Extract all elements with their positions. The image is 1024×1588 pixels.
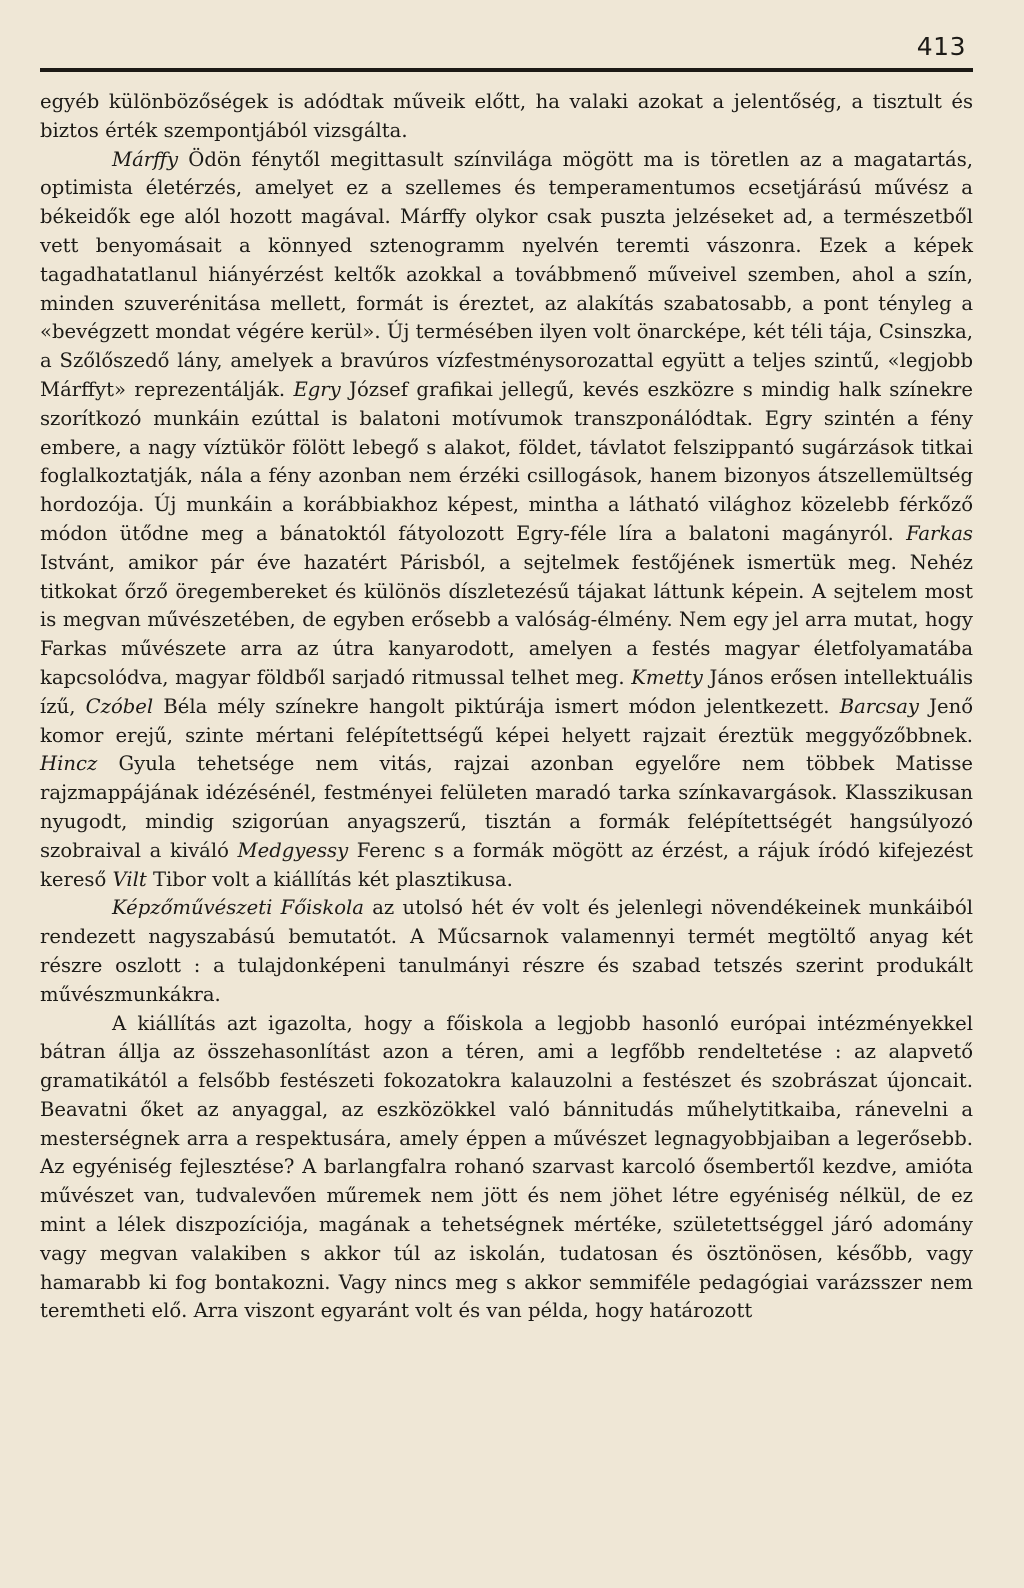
- paragraph-1: [40, 88, 973, 146]
- page-number: 413: [916, 32, 966, 61]
- artist-name: Medgyessy: [237, 838, 349, 862]
- artist-name: Kmetty: [631, 665, 703, 689]
- paragraph-2: [40, 146, 973, 895]
- paragraph-text: Ferenc s a formák mögött az érzést, a rájuk íródó kifejezést kereső: [40, 838, 973, 891]
- artist-name: Barcsay: [839, 694, 919, 718]
- artist-name: Vilt: [112, 867, 147, 891]
- paragraph-text: József grafikai jellegű, kevés eszközre s mindig halk színekre szorítkozó munkáin ezúttal is balatoni motívumok transzponálódtak. Egry szintén a fény embere, a nagy víztükör fölött lebegő s alakot, földet, távlatot felszippantó sugárzások titkai foglalkoztatják, nála a fény azonban nem érzéki csillogások, hanem bizonyos átszellemültség hordozója. Új munkáin a korábbiakhoz képest, mintha a látható világhoz közelebb férkőző módon ütődne meg a bánatoktól fátyolozott Egry-féle líra a balatoni magányról.: [40, 377, 973, 545]
- artist-name: Hincz: [40, 752, 98, 776]
- paragraph-3: [40, 894, 973, 1009]
- header-rule: [40, 68, 973, 72]
- paragraph-text: A kiállítás azt igazolta, hogy a főiskola a legjobb hasonló európai intézményekkel bátran állja az összehasonlítást azon a téren, ami a legfőbb rendeltetése : az alapvető gramatikától a felsőbb festészeti fokozatokra kalauzolni a festészet és szobrászat újoncait. Beavatni őket az anyaggal, az eszközökkel való bánnitudás műhelytitkaiba, ránevelni a mesterségnek arra a respektusára, amely éppen a művészet legnagyobbjaiban a legerősebb. Az egyéniség fejlesztése? A barlangfalra rohanó szarvast karcoló ősembertől kezdve, amióta művészet van, tudvalevően műremek nem jött és nem jöhet létre egyéniség nélkül, de ez mint a lélek diszpozíciója, magának a tehetségnek mértéke, születettséggel járó adomány vagy megvan valakiben s akkor túl az iskolán, tudatosan és ösztönösen, később, vagy hamarabb ki fog bontakozni. Vagy nincs meg s akkor semmiféle pedagógiai varázsszer nem teremtheti elő. Arra viszont egyaránt volt és van példa, hogy határozott: [40, 1011, 973, 1323]
- paragraph-text: János erősen intellektuális ízű,: [40, 665, 973, 718]
- artist-name: Márffy: [112, 147, 179, 171]
- paragraph-text: Gyula tehetsége nem vitás, rajzai azonban egyelőre nem többek Matisse rajzmappájának idézésénél, festményei felületen maradó tarka színkavargások. Klasszikusan nyugodt, mindig szigorúan anyagszerű, tisztán a formák felépítettségét hangsúlyozó szobraival a kiváló: [40, 752, 973, 862]
- article-body: [40, 88, 973, 1326]
- artist-name: Czóbel: [85, 694, 154, 718]
- paragraph-text: egyéb különbözőségek is adódtak műveik előtt, ha valaki azokat a jelentőség, a tisztult és biztos érték szempontjából vizsgálta.: [40, 90, 973, 142]
- paragraph-text: Jenő komor erejű, szinte mértani felépítettségű képei helyett rajzait éreztük meggyőzőbbnek.: [40, 694, 973, 747]
- paragraph-4: [40, 1010, 973, 1327]
- artist-name: Farkas: [906, 521, 973, 545]
- paragraph-text: Ödön fénytől megittasult színvilága mögött ma is töretlen az a magatartás, optimista életérzés, amelyet ez a szellemes és temperamentumos ecsetjárású művész a békeidők ege alól hozott magával. Márffy olykor csak puszta jelzéseket ad, a természetből vett benyomásait a könnyed sztenogramm nyelvén teremti vászonra. Ezek a képek tagadhatatlanul hiányérzést keltők azokkal a továbbmenő műveivel szemben, ahol a szín, minden szuverénitása mellett, formát is éreztet, az alakítás szabatosabb, a pont tényleg a «bevégzett mondat végére kerül». Új termésében ilyen volt önarcképe, két téli tája, Csinszka, a Szőlőszedő lány, amelyek a bravúros vízfestménysorozattal együtt a teljes szintű, «legjobb Márffyt» reprezentálják.: [40, 147, 973, 401]
- paragraph-text: Béla mély színekre hangolt piktúrája ismert módon jelentkezett.: [153, 694, 840, 718]
- paragraph-text: Istvánt, amikor pár éve hazatért Párisból, a sejtelmek festőjének ismertük meg. Nehéz titkokat őrző öregembereket és különös díszletezésű tájakat láttunk képein. A sejtelem most is megvan művészetében, de egyben erősebb a valóság-élmény. Nem egy jel arra mutat, hogy Farkas művészete arra az útra kanyarodott, amelyen a festés magyar életfolyamatába kapcsolódva, magyar földből sarjadó ritmussal telhet meg.: [40, 550, 973, 689]
- paragraph-text: az utolsó hét év volt és jelenlegi növendékeinek munkáiból rendezett nagyszabású bemutatót. A Műcsarnok valamennyi termét megtöltő anyag két részre oszlott : a tulajdonképeni tanulmányi részre és szabad tetszés szerint produkált művészmunkákra.: [40, 896, 974, 1006]
- artist-name: Egry: [293, 377, 341, 401]
- institution-name: Képzőművészeti Főiskola: [112, 896, 364, 920]
- paragraph-text: Tibor volt a kiállítás két plasztikusa.: [146, 867, 513, 891]
